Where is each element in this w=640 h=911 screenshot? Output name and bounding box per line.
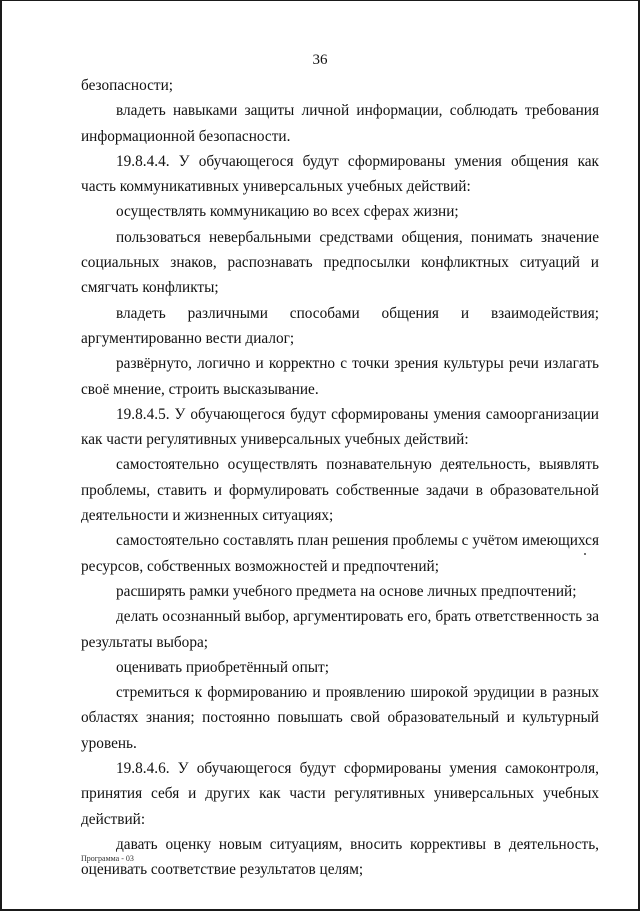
paragraph: делать осознанный выбор, аргументировать его, брать ответственность за результаты выбора; xyxy=(81,608,599,651)
section-paragraph-19-8-4-4: 19.8.4.4. У обучающегося будут сформированы умения общения как часть коммуникативных универсальных учебных действий: xyxy=(81,152,599,196)
paragraph: давать оценку новым ситуациям, вносить коррективы в деятельность, оценивать соответствие результатов целям; xyxy=(81,835,599,879)
page-number: 36 xyxy=(312,52,328,68)
paragraph: самостоятельно осуществлять познавательную деятельность, выявлять проблемы, ставить и формулировать собственные задачи в образовательной деятельности и жизненных ситуациях; xyxy=(81,456,599,525)
paragraph: безопасности; xyxy=(81,77,174,94)
paragraph: владеть различными способами общения и взаимодействия; аргументированно вести диалог; xyxy=(81,304,599,347)
paragraph: стремиться к формированию и проявлению широкой эрудиции в разных областях знания; постоянно повышать свой образовательный и культурный уровень. xyxy=(81,684,599,752)
paragraph: расширять рамки учебного предмета на основе личных предпочтений; xyxy=(116,582,577,600)
paragraph: оценивать приобретённый опыт; xyxy=(116,658,329,676)
paragraph: осуществлять коммуникацию во всех сферах жизни; xyxy=(116,203,459,221)
scan-border-top xyxy=(0,0,640,1)
paragraph: владеть навыками защиты личной информации, соблюдать требования информационной безопасности. xyxy=(81,102,599,145)
paragraph: пользоваться невербальными средствами общения, понимать значение социальных знаков, распознавать предпосылки конфликтных ситуаций и смягчать конфликты; xyxy=(81,228,599,297)
paragraph: самостоятельно составлять план решения проблемы с учётом имеющихся ресурсов, собственных возможностей и предпочтений; xyxy=(81,532,599,575)
scan-border-left xyxy=(0,0,2,911)
paragraph: развёрнуто, логично и корректно с точки зрения культуры речи излагать своё мнение, строить высказывание. xyxy=(81,355,599,398)
body-text xyxy=(81,73,599,883)
page-footer: Программа - 03 xyxy=(81,854,134,863)
section-paragraph-19-8-4-6: 19.8.4.6. У обучающегося будут сформированы умения самоконтроля, принятия себя и других как части регулятивных универсальных учебных действий: xyxy=(81,760,599,828)
section-paragraph-19-8-4-5: 19.8.4.5. У обучающегося будут сформированы умения самоорганизации как части регулятивных универсальных учебных действий: xyxy=(81,405,599,449)
scan-speck xyxy=(584,553,586,555)
